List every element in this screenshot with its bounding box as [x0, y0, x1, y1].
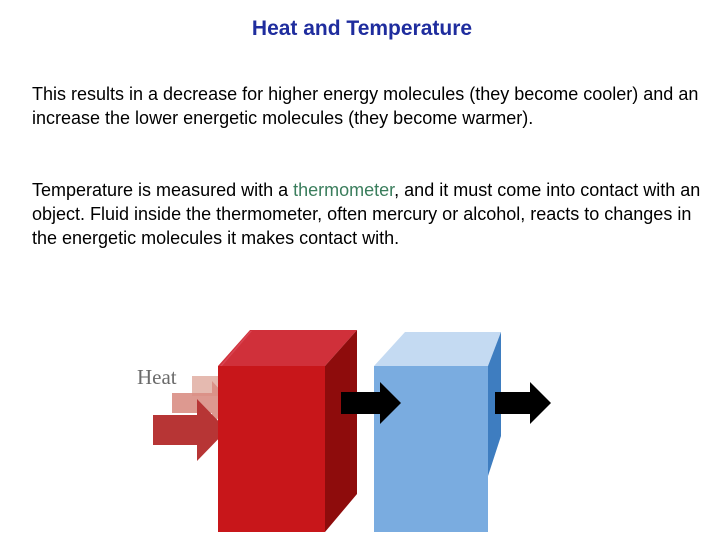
flow-arrow-icon	[495, 382, 551, 424]
paragraph-thermometer-start: Temperature is measured with a	[32, 180, 294, 200]
paragraph-thermometer-end: , and it must come into contact with an object. Fluid inside the thermometer, often mercury or alcohol, reacts to changes in the energetic molecules it makes contact with.	[32, 180, 701, 248]
hot-cube	[218, 330, 357, 532]
cold-cube	[374, 332, 501, 532]
slide-title: Heat and Temperature	[251, 17, 473, 40]
paragraph-heat-transfer: This results in a decrease for higher energy molecules (they become cooler) and an increase the lower energetic molecules (they become warmer).	[32, 84, 699, 128]
heat-label: Heat	[137, 365, 177, 389]
thermometer-term: thermometer	[293, 180, 395, 200]
